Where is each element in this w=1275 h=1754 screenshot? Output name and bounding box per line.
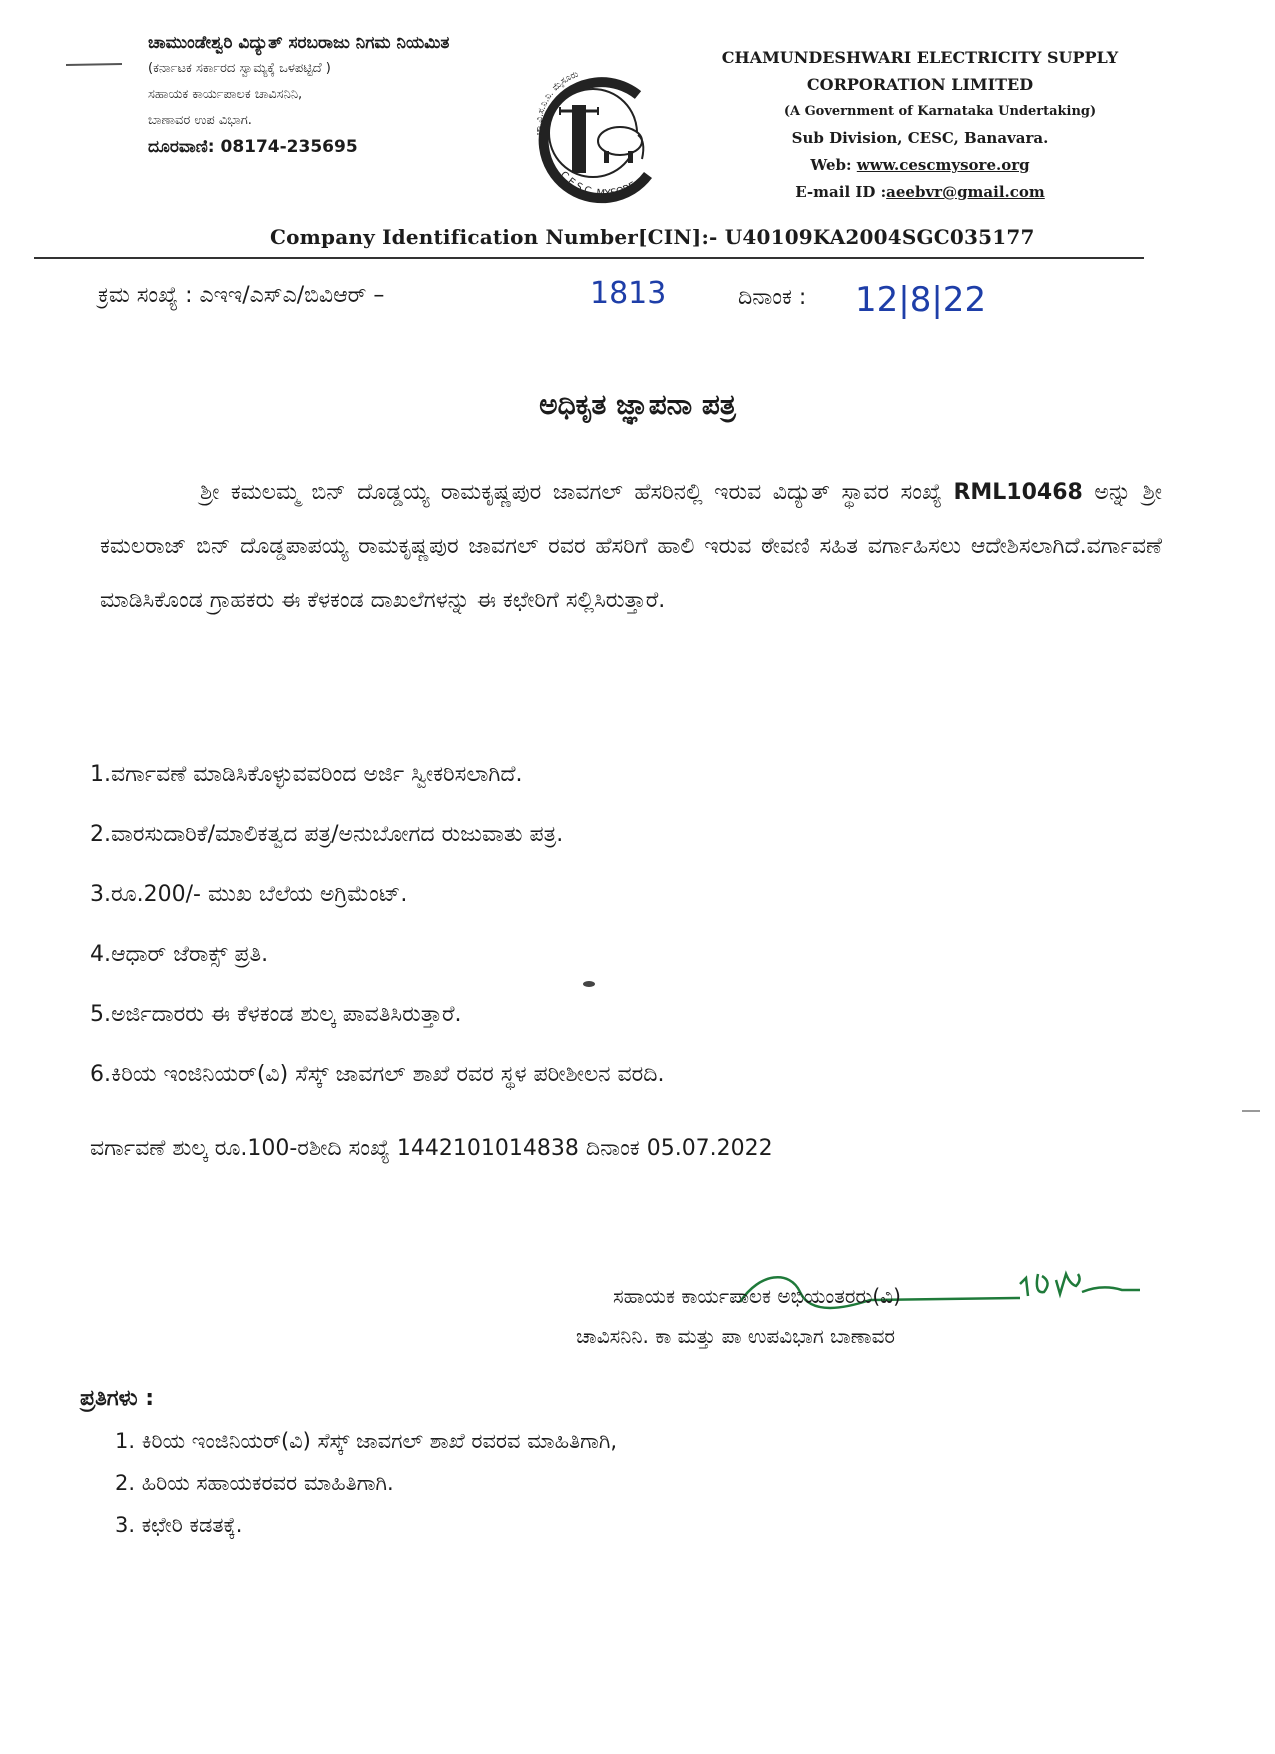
copies-list: [115, 1424, 617, 1550]
list-item: 6.ಕಿರಿಯ ಇಂಜಿನಿಯರ್(ವಿ) ಸೆಸ್ಕ್ ಜಾವಗಲ್ ಶಾಖೆ ರವರ ಸ್ಥಳ ಪರೀಶೀಲನ ವರದಿ.: [90, 1062, 665, 1087]
body-part2: ಅನ್ನು ಶ್ರೀ ಕಮಲರಾಜ್ ಬಿನ್ ದೊಡ್ಡಪಾಪಯ್ಯ ರಾಮಕೃಷ್ಣಪುರ ಜಾವಗಲ್ ರವರ ಹೆಸರಿಗೆ ಹಾಲಿ ಇರುವ ಠೇವಣಿ ಸಹಿತ ವರ್ಗಾಹಿಸಲು ಆದೇಶಿಸಲಾಗಿದೆ.ವರ್ಗಾವಣೆ ಮಾಡಿಸಿಕೊಂಡ ಗ್ರಾಹಕರು ಈ ಕೆಳಕಂಡ ದಾಖಲೆಗಳನ್ನು ಈ ಕಛೇರಿಗೆ ಸಲ್ಲಿಸಿರುತ್ತಾರೆ.: [100, 480, 1162, 613]
reference-number-handwritten: 1813: [590, 276, 667, 311]
web-link[interactable]: www.cescmysore.org: [856, 156, 1030, 174]
fee-receipt-line: ವರ್ಗಾವಣೆ ಶುಲ್ಕ ರೂ.100-ರಶೀದಿ ಸಂಖ್ಯೆ 1442101014838 ದಿನಾಂಕ 05.07.2022: [90, 1136, 773, 1161]
list-item: 3.ರೂ.200/- ಮುಖ ಬೆಲೆಯ ಅಗ್ರಿಮೆಂಟ್.: [90, 882, 408, 907]
rr-number: RML10468: [953, 480, 1083, 505]
email-line: [690, 179, 1150, 206]
copy-item: 3. ಕಛೇರಿ ಕಡತಕ್ಕೆ.: [115, 1513, 243, 1537]
body-part1: ಶ್ರೀ ಕಮಲಮ್ಮ ಬಿನ್ ದೊಡ್ಡಯ್ಯ ರಾಮಕೃಷ್ಣಪುರ ಜಾವಗಲ್ ಹೆಸರಿನಲ್ಲಿ ಇರುವ ವಿದ್ಯುತ್ ಸ್ಥಾವರ ಸಂಖ್ಯೆ: [200, 480, 942, 505]
copy-item: 1. ಕಿರಿಯ ಇಂಜಿನಿಯರ್(ವಿ) ಸೆಸ್ಕ್ ಜಾವಗಲ್ ಶಾಖೆ ರವರವ ಮಾಹಿತಿಗಾಗಿ,: [115, 1429, 618, 1453]
memo-title: ಅಧಿಕೃತ ಜ್ಞಾಪನಾ ಪತ್ರ: [539, 388, 736, 421]
logo-ring-path: ಚಾ.ವಿ.ಸ.ನಿ.ನಿ. ಮೈಸೂರು: [534, 69, 580, 136]
header-kn-line4: ಬಾಣಾವರ ಉಪ ವಿಭಾಗ.: [148, 113, 252, 128]
header-english: [690, 44, 1150, 206]
scan-speck: [583, 981, 595, 987]
signatory-designation: ಸಹಾಯಕ ಕಾರ್ಯಪಾಲಕ ಅಭಿಯಂತರರು(ವಿ): [613, 1284, 901, 1308]
cesc-logo: [520, 55, 670, 205]
reference-label: ಕ್ರಮ ಸಂಖ್ಯೆ : ಎಇಇ/ಎಸ್ಎ/ಬಿವಿಆರ್ –: [98, 283, 385, 308]
documents-list: [90, 760, 1190, 1120]
subdivision-name: Sub Division, CESC, Banavara.: [791, 129, 1049, 147]
company-name-line1: CHAMUNDESHWARI ELECTRICITY SUPPLY: [721, 48, 1119, 67]
web-line: [690, 152, 1150, 179]
pen-mark-decoration: [64, 62, 124, 68]
email-label: E-mail ID :: [795, 183, 887, 201]
list-item: 4.ಆಧಾರ್ ಜೆರಾಕ್ಸ್ ಪ್ರತಿ.: [90, 942, 269, 967]
email-link[interactable]: aeebvr@gmail.com: [886, 183, 1045, 201]
header-kn-line3: ಸಹಾಯಕ ಕಾರ್ಯಪಾಲಕ ಚಾವಿಸನಿನಿ,: [148, 87, 303, 102]
header-divider: [34, 257, 1144, 259]
body-paragraph: [100, 466, 1162, 628]
header-kn-phone: ದೂರವಾಣಿ: 08174-235695: [148, 137, 358, 157]
scan-edge-mark: [1242, 1110, 1260, 1112]
company-name-line2: CORPORATION LIMITED: [806, 75, 1034, 94]
web-label: Web:: [810, 156, 857, 174]
company-cin: Company Identification Number[CIN]:- U40109KA2004SGC035177: [270, 225, 1035, 249]
list-item: 2.ವಾರಸುದಾರಿಕೆ/ಮಾಲಿಕತ್ವದ ಪತ್ರ/ಅನುಬೋಗದ ರುಜುವಾತು ಪತ್ರ.: [90, 822, 564, 847]
header-kn-line1: ಚಾಮುಂಡೇಶ್ವರಿ ವಿದ್ಯುತ್ ಸರಬರಾಜು ನಿಗಮ ನಿಯಮಿತ: [148, 33, 450, 53]
copy-item: 2. ಹಿರಿಯ ಸಹಾಯಕರವರ ಮಾಹಿತಿಗಾಗಿ.: [115, 1471, 394, 1495]
list-item: 5.ಅರ್ಜಿದಾರರು ಈ ಕೆಳಕಂಡ ಶುಲ್ಕ ಪಾವತಿಸಿರುತ್ತಾರೆ.: [90, 1002, 462, 1027]
signatory-office: ಚಾವಿಸನಿನಿ. ಕಾ ಮತ್ತು ಪಾ ಉಪವಿಭಾಗ ಬಾಣಾವರ: [576, 1324, 895, 1348]
government-undertaking: (A Government of Karnataka Undertaking): [783, 104, 1097, 119]
logo-bottom-path: C.E.S.C. MYSORE: [557, 169, 639, 200]
date-handwritten: 12|8|22: [855, 280, 987, 320]
list-item: 1.ವರ್ಗಾವಣೆ ಮಾಡಿಸಿಕೊಳ್ಳುವವರಿಂದ ಅರ್ಜಿ ಸ್ವೀಕರಿಸಲಾಗಿದೆ.: [90, 762, 523, 787]
header-kn-line2: (ಕರ್ನಾಟಕ ಸರ್ಕಾರದ ಸ್ವಾಮ್ಯಕ್ಕೆ ಒಳಪಟ್ಟಿದೆ ): [148, 61, 331, 76]
copies-heading: ಪ್ರತಿಗಳು :: [80, 1386, 155, 1411]
date-label: ದಿನಾಂಕ :: [738, 285, 807, 310]
